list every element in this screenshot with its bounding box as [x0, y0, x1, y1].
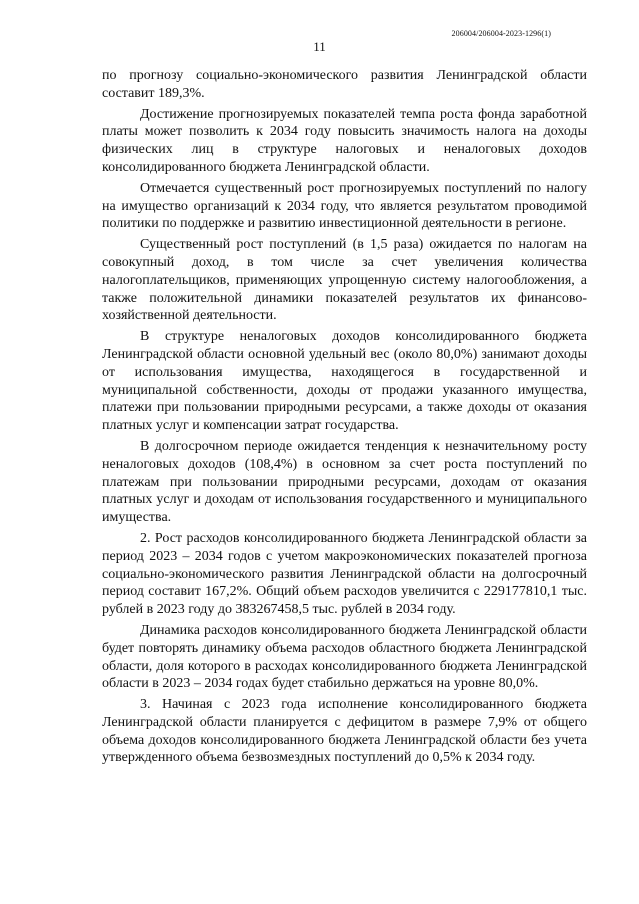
paragraph-expenditure-dynamics: Динамика расходов консолидированного бюджета Ленинградской области будет повторять динамику объема расходов областного бюджета Ленинградской области, доля которого в расходах консолидированного бюджета Ленинградской области в 2023 – 2034 годах будет стабильно держаться на уровне 80,0%.	[102, 622, 587, 692]
paragraph-budget-deficit: 3. Начиная с 2023 года исполнение консолидированного бюджета Ленинградской области планируется с дефицитом в размере 7,9% от общего объема доходов консолидированного бюджета Ленинградской области без учета утвержденного объема безвозмездных поступлений до 0,5% к 2034 году.	[102, 697, 587, 766]
paragraph-expenditure-growth: 2. Рост расходов консолидированного бюджета Ленинградской области за период 2023 – 2034 годов с учетом макроэкономических показателей прогноза социально-экономического развития Ленинградской области на долгосрочный период составит 167,2%. Общий объем расходов увеличится с 229177810,1 тыс. рублей в 2023 году до 383267458,5 тыс. рублей в 2034 году.	[102, 530, 587, 618]
paragraph-non-tax-trend: В долгосрочном периоде ожидается тенденция к незначительному росту неналоговых доходов (108,4%) в основном за счет роста поступлений по платежам при пользовании природными ресурсами, доходам от оказания платных услуг и доходам от использования государственного и муниципального имущества.	[102, 438, 587, 526]
document-body	[102, 67, 587, 770]
paragraph-aggregate-income-tax: Существенный рост поступлений (в 1,5 раза) ожидается по налогам на совокупный доход, в том числе за счет увеличения количества налогоплательщиков, применяющих упрощенную систему налогообложения, а также положительной динамики показателей результатов их финансово-хозяйственной деятельности.	[102, 237, 587, 324]
paragraph-property-tax: Отмечается существенный рост прогнозируемых поступлений по налогу на имущество организаций к 2034 году, что является результатом проводимой политики по поддержке и развитию инвестиционной деятельности в регионе.	[102, 180, 587, 232]
paragraph-wage-fund: Достижение прогнозируемых показателей темпа роста фонда заработной платы может позволить к 2034 году повысить значимость налога на доходы физических лиц в структуре налоговых и неналоговых доходов консолидированного бюджета Ленинградской области.	[102, 106, 587, 175]
page-number: 11	[313, 39, 326, 54]
paragraph-continuation: по прогнозу социально-экономического развития Ленинградской области составит 189,3%.	[102, 68, 587, 101]
paragraph-non-tax-structure: В структуре неналоговых доходов консолидированного бюджета Ленинградской области основной удельный вес (около 80,0%) занимают доходы от использования имущества, находящегося в государственной и муниципальной собственности, доходы от продажи указанного имущества, платежи при пользовании природными ресурсами, а также доходы от оказания платных услуг и компенсации затрат государства.	[102, 329, 587, 434]
document-code: 206004/206004-2023-1296(1)	[451, 29, 551, 38]
